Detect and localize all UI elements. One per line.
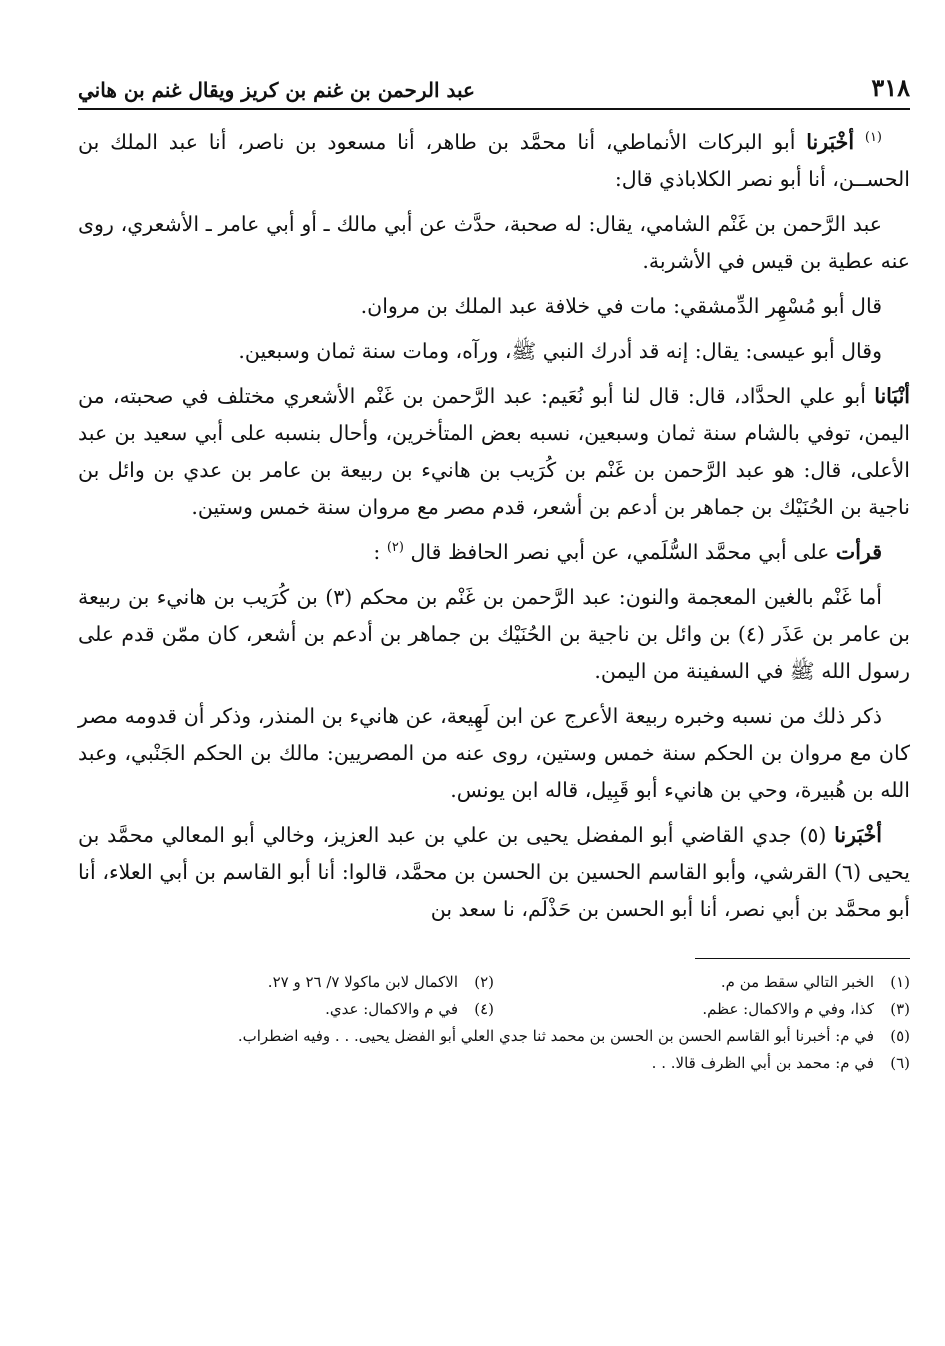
header-title: عبد الرحمن بن غنم بن كريز ويقال غنم بن هاني [78, 78, 475, 102]
footnote-marker[interactable]: (١) [864, 130, 882, 146]
footnote-item [78, 1050, 910, 1077]
paragraph-text: على أبي محمَّد السُّلَمي، عن أبي نصر الحافظ قال [410, 540, 836, 564]
paragraph-5 [78, 378, 910, 526]
paragraph-text: وقال أبو عيسى: يقال: إنه قد أدرك النبي ﷺ، ورآه، ومات سنة ثمان وسبعين. [238, 339, 882, 363]
footnote-row [78, 1050, 910, 1077]
footnote-row [78, 1023, 910, 1050]
lead-word: أخْبَرنا [806, 130, 855, 154]
footnote-item [78, 969, 494, 996]
paragraph-3 [78, 288, 910, 325]
document-page [78, 60, 910, 1077]
paragraph-text: ذكر ذلك من نسبه وخبره ربيعة الأعرج عن ابن لَهِيعة، عن هانيء بن المنذر، وذكر أن قدومه مصر كان مع مروان بن الحكم سنة خمس وستين، روى عنه من المصريين: مالك بن الحكم الجَنْبي، وعبد الله بن هُبيرة، وحي بن هانيء أبو قَبِيل، قاله ابن يونس. [78, 704, 910, 802]
footnote-number: (٦) [890, 1054, 910, 1072]
paragraph-8 [78, 698, 910, 809]
paragraph-7 [78, 579, 910, 690]
lead-word: قرأت [835, 540, 882, 564]
lead-word: أنْبَانا [874, 384, 910, 408]
paragraph-text: أما غَنْم بالغين المعجمة والنون: عبد الرَّحمن بن غَنْم بن محكم (٣) بن كُرَيب بن هانيء بن ربيعة بن عامر بن عَذَر (٤) بن وائل بن ناجية بن الحُنَيْك بن جماهر بن أدعم بن أشعر، كان ممّن قدم على رسول الله ﷺ في السفينة من اليمن. [78, 585, 910, 683]
footnote-number: (٣) [890, 1000, 910, 1018]
paragraph-text: أبو علي الحدَّاد، قال: قال لنا أبو نُعَيم: عبد الرَّحمن بن غَنْم الأشعري مختلف في صحبته، من اليمن، توفي بالشام سنة ثمان وسبعين، نسبه بعض المتأخرين، وأحال بنسبه على أبي سعيد بن عبد الأعلى، قال: هو عبد الرَّحمن بن غَنْم بن كُرَيب بن هانيء بن ربيعة بن عامر بن عدي بن وائل بن ناجية بن الحُنَيْك بن جماهر بن أدعم بن أشعر، قدم مصر مع مروان سنة خمس وستين. [78, 384, 910, 519]
footnote-number: (٢) [474, 973, 494, 991]
footnote-row [78, 996, 910, 1023]
footnote-separator [695, 958, 910, 959]
paragraph-2 [78, 206, 910, 280]
paragraph-9 [78, 817, 910, 928]
footnote-text: الاكمال لابن ماكولا ٧/ ٢٦ و ٢٧. [267, 973, 458, 991]
footnote-item [494, 996, 910, 1023]
lead-word: أخْبَرنا [834, 823, 882, 847]
footnote-marker[interactable]: (٢) [386, 540, 404, 556]
footnote-item [78, 1023, 910, 1050]
footnote-item [78, 996, 494, 1023]
paragraph-text: قال أبو مُسْهِر الدِّمشقي: مات في خلافة عبد الملك بن مروان. [360, 294, 882, 318]
footnote-text: كذا، وفي م والاكمال: عظم. [702, 1000, 874, 1018]
footnote-text: في م: أخبرنا أبو القاسم الحسن بن الحسن بن محمد ثنا جدي العلي أبو الفضل يحيى. . . وفيه اضطراب. [237, 1027, 874, 1045]
paragraph-6 [78, 534, 910, 571]
footnote-number: (١) [890, 973, 910, 991]
footnote-row [78, 969, 910, 996]
paragraph-4 [78, 333, 910, 370]
paragraph-text: عبد الرَّحمن بن غَنْم الشامي، يقال: له صحبة، حدَّث عن أبي مالك ـ أو أبي عامر ـ الأشعري، روى عنه عطية بن قيس في الأشربة. [78, 212, 910, 273]
paragraph-text: (٥) جدي القاضي أبو المفضل يحيى بن علي بن عبد العزيز، وخالي أبو المعالي محمَّد بن يحيى (٦) القرشي، وأبو القاسم الحسين بن الحسن بن محمَّد، قالوا: أنا أبو القاسم بن أبي العلاء، أنا أبو محمَّد بن أبي نصر، أنا أبو الحسن بن حَذْلَم، نا سعد بن [78, 823, 910, 921]
footnote-text: في م والاكمال: عدي. [325, 1000, 458, 1018]
footnote-number: (٤) [474, 1000, 494, 1018]
footnotes [78, 969, 910, 1077]
footnote-text: الخبر التالي سقط من م. [720, 973, 874, 991]
body-text [78, 124, 910, 928]
paragraph-tail: : [373, 540, 387, 564]
footnote-number: (٥) [890, 1027, 910, 1045]
footnote-text: في م: محمد بن أبي الظرف قالا. . . [651, 1054, 874, 1072]
page-number: ٣١٨ [871, 73, 910, 102]
paragraph-text: أبو البركات الأنماطي، أنا محمَّد بن طاهر، أنا مسعود بن ناصر، أنا عبد الملك بن الحســن، أنا أبو نصر الكلاباذي قال: [78, 130, 910, 191]
paragraph-1 [78, 124, 910, 198]
running-head [78, 60, 910, 110]
footnote-item [494, 969, 910, 996]
